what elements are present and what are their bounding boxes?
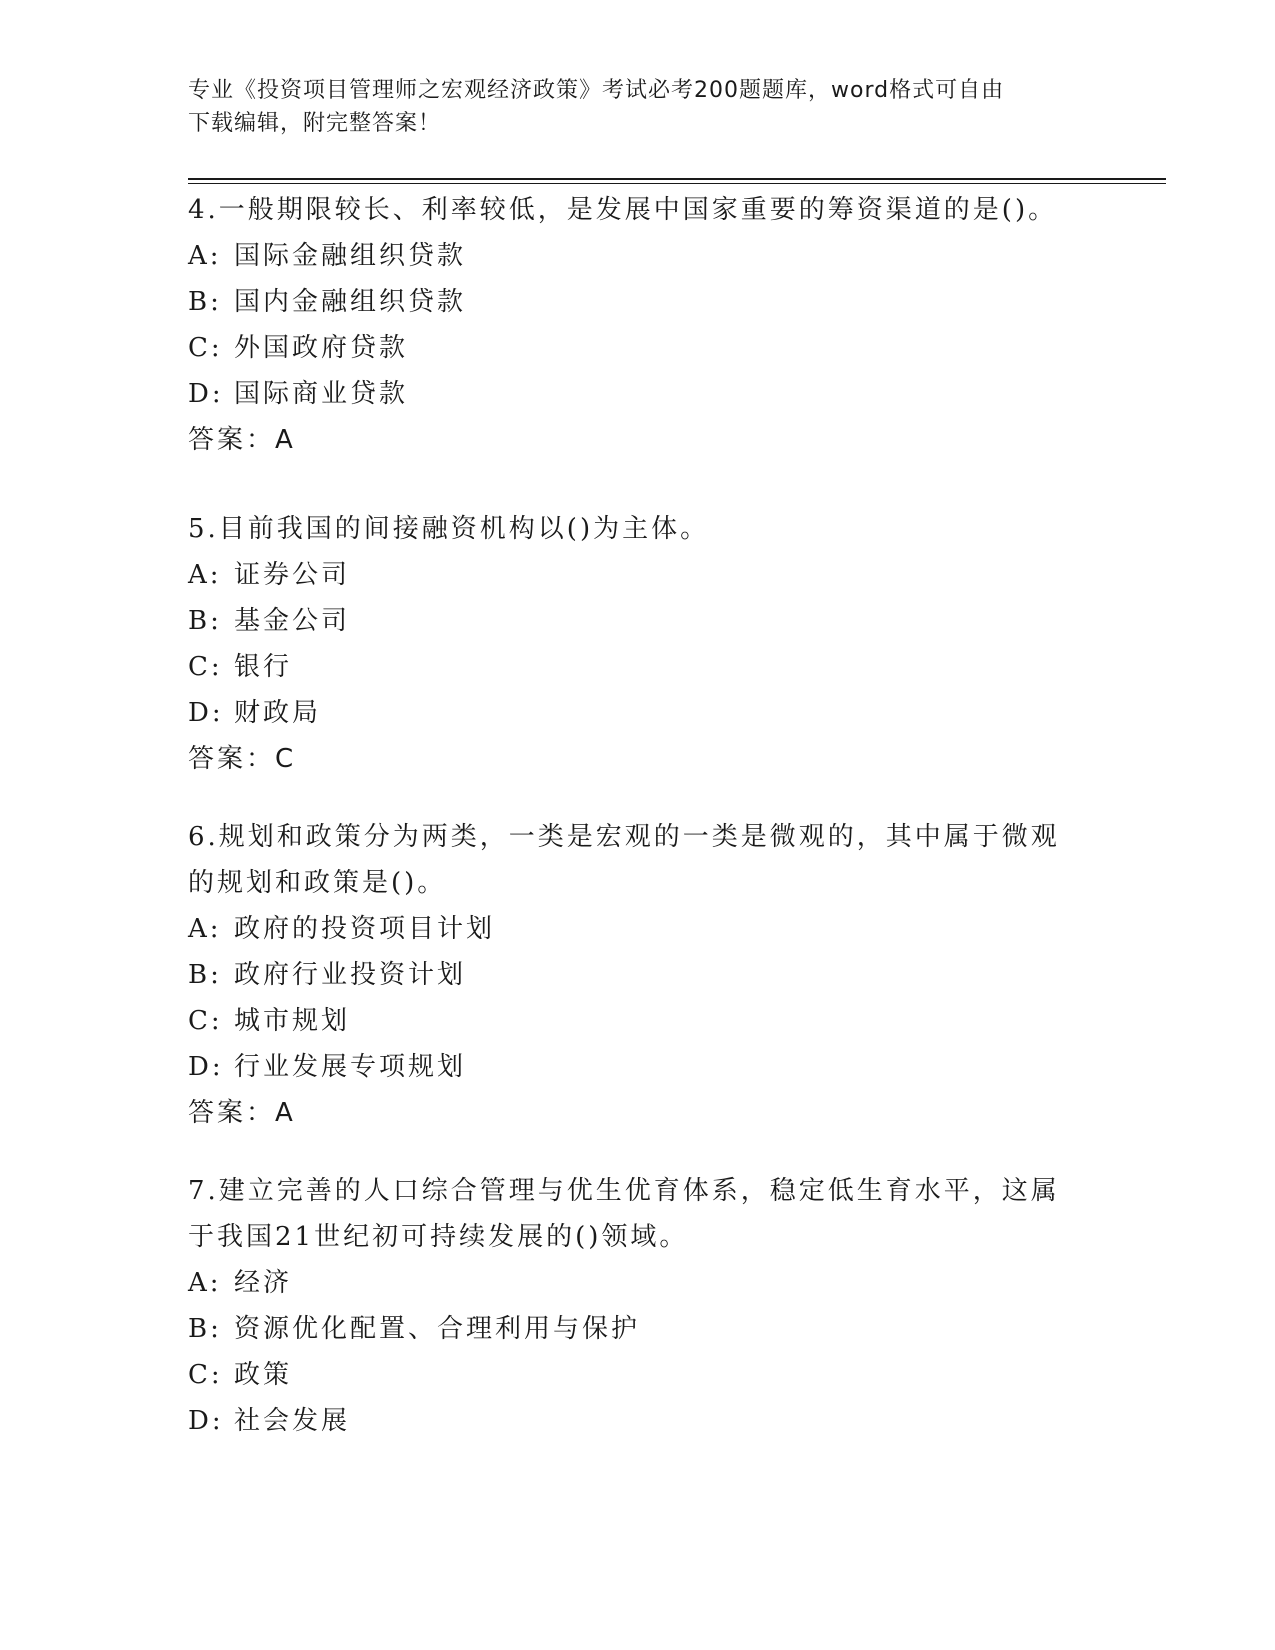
option-text: 银行 bbox=[234, 652, 293, 682]
option-text: 城市规划 bbox=[234, 1006, 351, 1036]
question-4 bbox=[188, 187, 1068, 463]
option-text: 证券公司 bbox=[234, 560, 351, 590]
option-text: 政府的投资项目计划 bbox=[234, 914, 496, 944]
question-stem: 5.目前我国的间接融资机构以()为主体。 bbox=[188, 514, 710, 544]
option-text: 政府行业投资计划 bbox=[234, 960, 467, 990]
question-stem: 4.一般期限较长、利率较低，是发展中国家重要的筹资渠道的是()。 bbox=[188, 195, 1058, 225]
option-letter: A: bbox=[188, 914, 222, 944]
option-c bbox=[188, 325, 1068, 371]
option-c bbox=[188, 644, 1068, 690]
option-letter: A: bbox=[188, 1268, 222, 1298]
option-text: 资源优化配置、合理利用与保护 bbox=[234, 1314, 641, 1344]
option-letter: D: bbox=[188, 1406, 224, 1436]
option-text: 国内金融组织贷款 bbox=[234, 287, 467, 317]
option-text: 国际金融组织贷款 bbox=[234, 241, 467, 271]
option-b bbox=[188, 1306, 1068, 1352]
option-d bbox=[188, 1398, 1068, 1444]
option-text: 政策 bbox=[234, 1360, 293, 1390]
option-letter: B: bbox=[188, 606, 222, 636]
option-text: 外国政府贷款 bbox=[234, 333, 409, 363]
question-stem-line-2: 于我国21世纪初可持续发展的()领域。 bbox=[188, 1222, 689, 1252]
option-letter: D: bbox=[188, 1052, 224, 1082]
header-divider-thin bbox=[188, 183, 1166, 184]
option-letter: B: bbox=[188, 960, 222, 990]
option-letter: B: bbox=[188, 287, 222, 317]
option-letter: A: bbox=[188, 241, 222, 271]
header-line-1: 专业《投资项目管理师之宏观经济政策》考试必考200题题库，word格式可自由 bbox=[188, 78, 1005, 103]
option-d bbox=[188, 690, 1068, 736]
option-letter: D: bbox=[188, 379, 224, 409]
option-a bbox=[188, 906, 1068, 952]
option-letter: C: bbox=[188, 1360, 223, 1390]
option-text: 行业发展专项规划 bbox=[234, 1052, 467, 1082]
option-a bbox=[188, 552, 1068, 598]
option-letter: B: bbox=[188, 1314, 222, 1344]
option-letter: D: bbox=[188, 698, 224, 728]
answer-line: 答案：A bbox=[188, 425, 296, 455]
question-5 bbox=[188, 506, 1068, 782]
option-b bbox=[188, 598, 1068, 644]
question-stem-line-1: 7.建立完善的人口综合管理与优生优育体系，稳定低生育水平，这属 bbox=[188, 1176, 1060, 1206]
option-d bbox=[188, 371, 1068, 417]
option-a bbox=[188, 233, 1068, 279]
option-b bbox=[188, 952, 1068, 998]
option-text: 财政局 bbox=[234, 698, 322, 728]
option-d bbox=[188, 1044, 1068, 1090]
option-letter: A: bbox=[188, 560, 222, 590]
option-b bbox=[188, 279, 1068, 325]
document-header bbox=[188, 74, 1068, 140]
answer-line: 答案：C bbox=[188, 744, 297, 774]
question-6 bbox=[188, 814, 1068, 1136]
answer-line: 答案：A bbox=[188, 1098, 296, 1128]
option-text: 社会发展 bbox=[234, 1406, 351, 1436]
option-text: 经济 bbox=[234, 1268, 293, 1298]
option-letter: C: bbox=[188, 652, 223, 682]
option-text: 国际商业贷款 bbox=[234, 379, 409, 409]
question-stem-line-1: 6.规划和政策分为两类，一类是宏观的一类是微观的，其中属于微观 bbox=[188, 822, 1060, 852]
question-7 bbox=[188, 1168, 1068, 1444]
header-line-2: 下载编辑，附完整答案！ bbox=[188, 111, 442, 136]
option-letter: C: bbox=[188, 333, 223, 363]
option-letter: C: bbox=[188, 1006, 223, 1036]
option-c bbox=[188, 1352, 1068, 1398]
header-divider-thick bbox=[188, 178, 1166, 180]
option-c bbox=[188, 998, 1068, 1044]
question-stem-line-2: 的规划和政策是()。 bbox=[188, 868, 447, 898]
option-text: 基金公司 bbox=[234, 606, 351, 636]
option-a bbox=[188, 1260, 1068, 1306]
